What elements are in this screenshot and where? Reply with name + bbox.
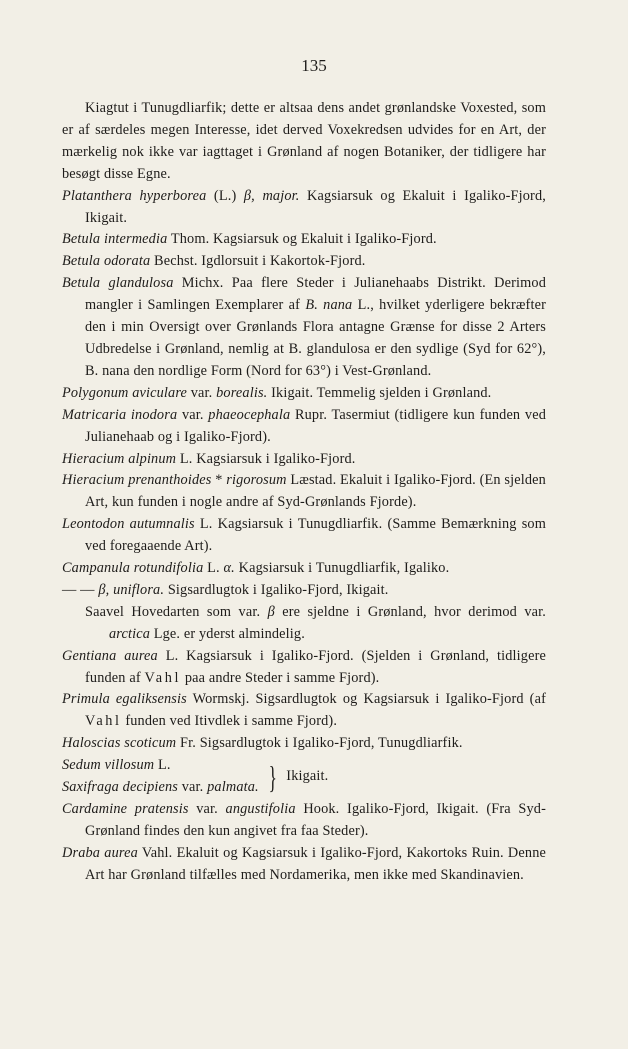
entry-campanula-beta xyxy=(62,580,546,602)
entry-hieracium-prenanthoides xyxy=(62,470,546,514)
variety: borealis. xyxy=(216,384,268,401)
species-name: Hieracium prenanthoides xyxy=(62,472,212,489)
note-text-end: Lge. er yderst almindelig. xyxy=(153,625,305,642)
entry-matricaria xyxy=(62,405,546,449)
species-ref: B. nana xyxy=(305,297,353,314)
author: (L.) xyxy=(213,187,237,204)
bracketed-group xyxy=(62,755,546,799)
var-label: var. xyxy=(196,801,218,817)
ditto-dashes: — — xyxy=(62,581,95,598)
species-name: Gentiana aurea xyxy=(62,647,158,664)
group-names xyxy=(62,755,259,799)
variety: β, major. xyxy=(243,187,300,204)
entry-betula-intermedia xyxy=(62,229,546,251)
subspecies: rigorosum xyxy=(226,472,287,489)
entry-draba xyxy=(62,843,546,887)
species-name: Primula egaliksensis xyxy=(62,691,187,708)
subspecies-marker: * xyxy=(215,472,223,489)
entry-campanula xyxy=(62,558,546,580)
note-text-continued: ere sjeldne i Grønland, hvor derimod var. xyxy=(282,603,546,620)
entry-text: L. xyxy=(157,757,171,774)
species-name: Polygonum aviculare xyxy=(62,384,188,401)
entry-cardamine xyxy=(62,799,546,843)
species-name: Draba aurea xyxy=(62,844,138,861)
entry-text: Ikigait. Temmelig sjelden i Grønland. xyxy=(271,384,492,401)
variety: α. xyxy=(223,560,235,577)
intro-text: Kiagtut i Tunugdliarfik; dette er altsaa dens andet grønlandske Voxested, som er af særdeles megen Interesse, idet derved Voxekredsen udvides for en Art, der mærkelig nok ikke var iagttaget i Grønland af nogen Botaniker, der tidligere har besøgt disse Egne. xyxy=(62,100,546,182)
entry-text-continued: paa andre Steder i samme Fjord). xyxy=(184,669,380,686)
entry-text-continued: L., hvilket yderligere bekræfter den i min Oversigt over Grønlands Flora antagne Grænse for disse 2 Arters Udbredelse i Grønland, nemlig at B. glandulosa er den sydlige (Syd for 62°), B. nana den nordlige Form (Nord for 63°) i Vest-Grønland. xyxy=(85,297,546,379)
entry-text: Thom. Kagsiarsuk og Ekaluit i Igaliko-Fjord. xyxy=(170,231,437,248)
var-label: var. xyxy=(181,406,204,423)
collector-name: Vahl xyxy=(85,713,122,730)
note-variety-arctica: arctica xyxy=(109,625,151,642)
right-brace-icon: } xyxy=(268,759,277,796)
species-name: Cardamine pratensis xyxy=(62,801,189,817)
entry-text: Bechst. Igdlorsuit i Kakortok-Fjord. xyxy=(154,253,366,270)
intro-paragraph xyxy=(62,98,546,186)
entry-text: Læstad. Ekaluit i Igaliko-Fjord. (En sjelden Art, kun funden i nogle andre af Syd-Grønlands Fjorde). xyxy=(85,472,546,511)
species-name: Platanthera hyperborea xyxy=(62,187,207,204)
entry-text: Fr. Sigsardlugtok i Igaliko-Fjord, Tunugdliarfik. xyxy=(180,735,463,752)
entry-text: Sigsardlugtok i Igaliko-Fjord, Ikigait. xyxy=(167,581,389,598)
variety: β, uniflora. xyxy=(98,581,165,598)
collector-name: Vahl xyxy=(144,669,182,686)
species-name: Sedum villosum xyxy=(62,757,155,774)
species-name: Betula intermedia xyxy=(62,231,168,248)
var-label: var. xyxy=(190,384,213,401)
campanula-note xyxy=(62,602,546,646)
entry-text: Michx. Paa flere Steder i Julianehaabs Distrikt. Derimod mangler i Samlingen Exemplarer af xyxy=(85,275,546,314)
entry-hieracium-alpinum xyxy=(62,449,546,471)
entry-text: Wormskj. Sigsardlugtok og Kagsiarsuk i Igaliko-Fjord (af xyxy=(192,691,546,708)
entry-gentiana xyxy=(62,646,546,690)
entry-betula-glandulosa xyxy=(62,273,546,383)
author: L. xyxy=(207,560,220,577)
species-name: Hieracium alpinum xyxy=(62,450,177,467)
entry-text: Hook. Igaliko-Fjord, Ikigait. (Fra Syd-Grønland findes den kun angivet fra faa Steder). xyxy=(85,801,547,839)
page-number: 135 xyxy=(301,56,327,75)
entry-text-continued: funden ved Itivdlek i samme Fjord). xyxy=(125,713,338,730)
entry-platanthera xyxy=(62,186,546,230)
entry-betula-odorata xyxy=(62,251,546,273)
variety: angustifolia xyxy=(225,801,296,817)
entry-haloscias xyxy=(62,733,546,755)
entry-text: Vahl. Ekaluit og Kagsiarsuk i Igaliko-Fjord, Kakortoks Ruin. Denne Art har Grønland tilfælles med Nordamerika, men ikke med Skandinavien. xyxy=(85,844,546,883)
species-name: Saxifraga decipiens xyxy=(62,779,179,796)
entry-leontodon xyxy=(62,514,546,558)
variety: palmata. xyxy=(207,779,259,796)
variety: phaeocephala xyxy=(208,406,291,423)
group-locality: Ikigait. xyxy=(286,768,329,785)
note-variety: β xyxy=(267,603,275,620)
entry-text: Kagsiarsuk i Tunugdliarfik, Igaliko. xyxy=(238,560,450,577)
entry-sedum xyxy=(62,755,259,777)
species-name: Leontodon autumnalis xyxy=(62,516,195,533)
note-text: Saavel Hovedarten som var. xyxy=(85,603,261,620)
entry-polygonum xyxy=(62,383,546,405)
entry-text: L. Kagsiarsuk i Igaliko-Fjord. (Sjelden i Grønland, tidligere funden af xyxy=(85,647,546,686)
entry-text: Kagsiarsuk og Ekaluit i Igaliko-Fjord, Ikigait. xyxy=(85,187,546,226)
entry-text: L. Kagsiarsuk i Tunugdliarfik. (Samme Bemærkning som ved foregaaende Art). xyxy=(85,516,546,555)
entry-text: Rupr. Tasermiut (tidligere kun funden ved Julianehaab og i Igaliko-Fjord). xyxy=(85,406,547,445)
species-name: Haloscias scoticum xyxy=(62,735,177,752)
species-name: Betula glandulosa xyxy=(62,275,174,292)
entry-primula xyxy=(62,689,546,733)
var-label: var. xyxy=(181,779,204,796)
species-name: Campanula rotundifolia xyxy=(62,560,204,577)
entry-saxifraga xyxy=(62,777,259,799)
entry-text: L. Kagsiarsuk i Igaliko-Fjord. xyxy=(179,450,356,467)
species-name: Betula odorata xyxy=(62,253,151,270)
page-content xyxy=(62,98,546,887)
species-name: Matricaria inodora xyxy=(62,406,178,423)
